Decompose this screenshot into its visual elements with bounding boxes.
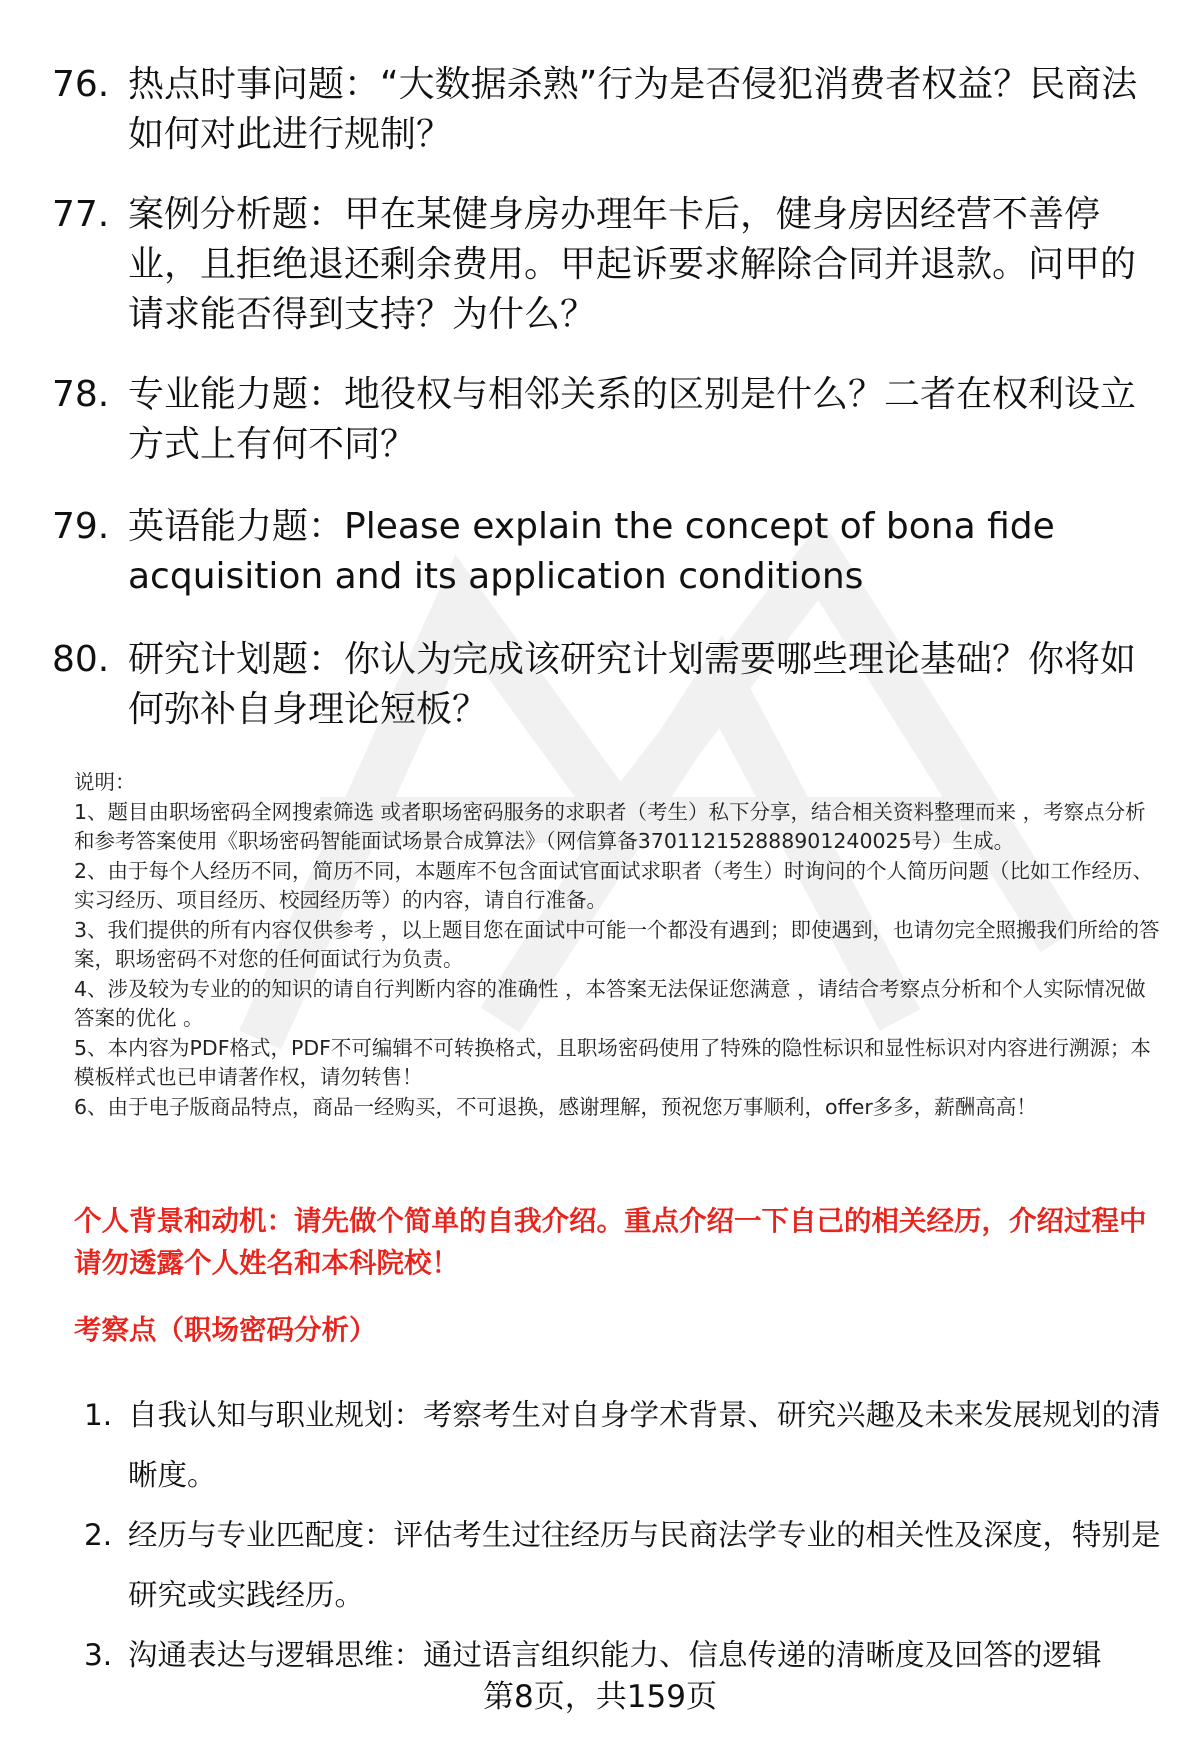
analysis-point-1 [84,1385,1164,1505]
question-number: 77. [52,194,110,235]
point-text: 自我认知与职业规划：考察考生对自身学术背景、研究兴趣及未来发展规划的清晰度。 [128,1398,1161,1492]
question-number: 76. [52,64,110,105]
point-text: 沟通表达与逻辑思维：通过语言组织能力、信息传递的清晰度及回答的逻辑 [128,1638,1102,1672]
note-item: 3、我们提供的所有内容仅供参考 ，以上题目您在面试中可能一个都没有遇到；即使遇到，也请勿完全照搬我们所给的答案，职场密码不对您的任何面试行为负责。 [74,917,1160,971]
point-text: 经历与专业匹配度：评估考生过往经历与民商法学专业的相关性及深度，特别是研究或实践经历。 [128,1518,1161,1612]
question-79 [52,502,1152,602]
question-text: 研究计划题：你认为完成该研究计划需要哪些理论基础？你将如何弥补自身理论短板？ [128,639,1137,730]
question-76 [52,60,1152,160]
question-number: 78. [52,374,110,415]
question-77 [52,190,1152,340]
point-number: 2. [84,1518,113,1552]
analysis-heading: 考察点（职场密码分析） [74,1314,377,1346]
background-question: 个人背景和动机：请先做个简单的自我介绍。重点介绍一下自己的相关经历，介绍过程中请勿透露个人姓名和本科院校！ [74,1205,1147,1279]
question-number: 79. [52,506,110,547]
point-number: 3. [84,1638,113,1672]
point-number: 1. [84,1398,113,1432]
note-item: 6、由于电子版商品特点，商品一经购买，不可退换，感谢理解，预祝您万事顺利，offer多多，薪酬高高！ [74,1094,1037,1119]
question-78 [52,370,1152,470]
question-text: 专业能力题：地役权与相邻关系的区别是什么？二者在权利设立方式上有何不同？ [128,374,1137,465]
page-footer: 第8页，共159页 [483,1679,717,1715]
question-text: 热点时事问题：“大数据杀熟”行为是否侵犯消费者权益？民商法如何对此进行规制？ [128,64,1138,155]
question-text: 案例分析题：甲在某健身房办理年卡后，健身房因经营不善停业，且拒绝退还剩余费用。甲起诉要求解除合同并退款。问甲的请求能否得到支持？为什么？ [128,194,1137,335]
note-item: 5、本内容为PDF格式，PDF不可编辑不可转换格式，且职场密码使用了特殊的隐性标识和显性标识对内容进行溯源；本模板样式也已申请著作权，请勿转售！ [74,1035,1151,1089]
analysis-point-2 [84,1505,1164,1625]
question-number: 80. [52,639,110,680]
notes-title: 说明： [74,770,136,794]
note-item: 1、题目由职场密码全网搜索筛选 或者职场密码服务的求职者（考生）私下分享，结合相关资料整理而来 ，考察点分析和参考答案使用《职场密码智能面试场景合成算法》（网信算备370112152888901240025号）生成。 [74,799,1146,853]
note-item: 2、由于每个人经历不同，简历不同，本题库不包含面试官面试求职者（考生）时询问的个人简历问题（比如工作经历、实习经历、项目经历、校园经历等）的内容，请自行准备。 [74,858,1154,912]
question-text: 英语能力题：Please explain the concept of bona fide acquisition and its application conditions [128,506,1055,597]
question-80 [52,635,1152,735]
note-item: 4、涉及较为专业的的知识的请自行判断内容的准确性 ，本答案无法保证您满意 ，请结合考察点分析和个人实际情况做答案的优化 。 [74,976,1146,1030]
notes-section [74,768,1164,1122]
